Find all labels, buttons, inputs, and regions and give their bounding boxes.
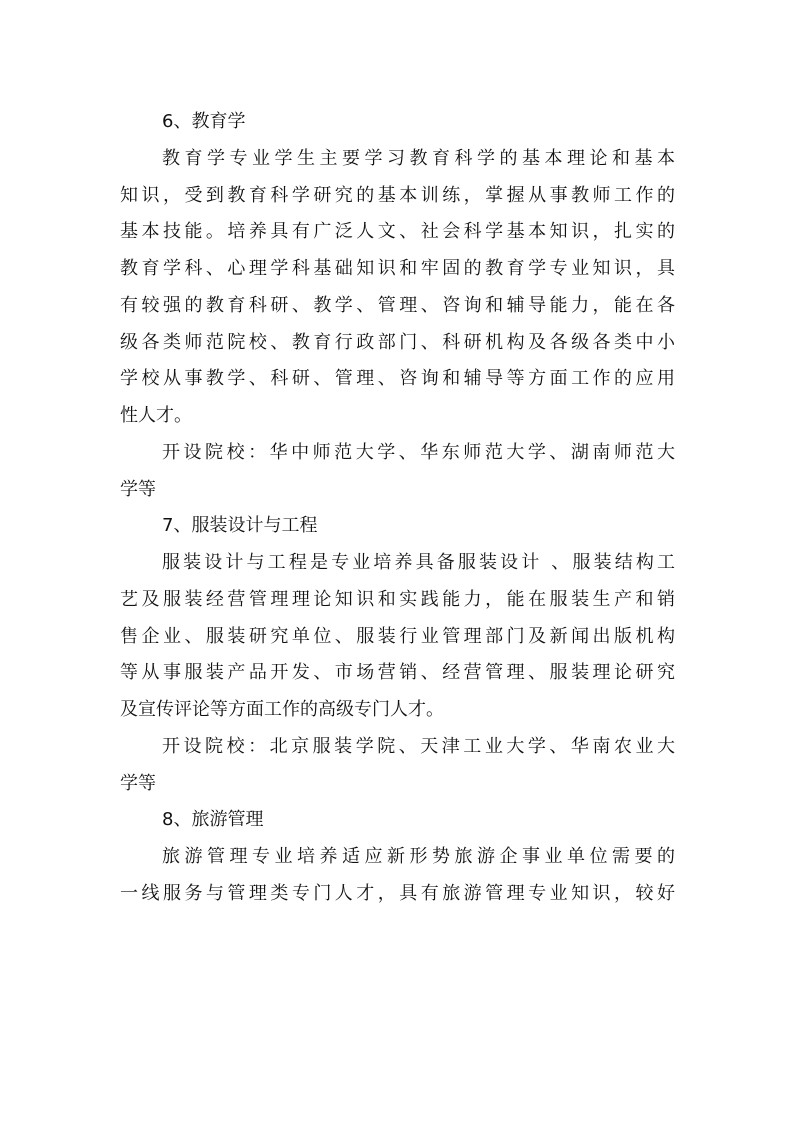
paragraph-line: 性人才。: [120, 405, 192, 426]
paragraph-line: 及宣传评论等方面工作的高级专门人才。: [120, 699, 444, 720]
schools-line: 开设院校：北京服装学院、天津工业大学、华南农业大: [162, 735, 675, 757]
section-fashion-design: [120, 508, 675, 802]
section-heading: 7、服装设计与工程: [162, 515, 318, 537]
section-education: [120, 104, 675, 508]
paragraph-line: 学校从事教学、科研、管理、咨询和辅导等方面工作的应用: [120, 368, 675, 390]
section-description: [120, 141, 675, 435]
section-heading: 8、旅游管理: [162, 809, 264, 831]
schools-line: 学等: [120, 772, 156, 794]
paragraph-line: 售企业、服装研究单位、服装行业管理部门及新闻出版机构: [120, 625, 675, 647]
paragraph-line: 艺及服装经营管理理论知识和实践能力，能在服装生产和销: [120, 588, 675, 610]
paragraph-line: 教育学科、心理学科基础知识和牢固的教育学专业知识，具: [120, 258, 675, 279]
section-description: [120, 839, 675, 913]
document-body: [120, 104, 675, 913]
paragraph-line: 级各类师范院校、教育行政部门、科研机构及各级各类中小: [120, 331, 675, 353]
paragraph-line: 等从事服装产品开发、市场营销、经营管理、服装理论研究: [120, 662, 675, 684]
paragraph-line: 一线服务与管理类专门人才，具有旅游管理专业知识，较好: [120, 882, 675, 904]
section-tourism-management: [120, 802, 675, 912]
schools-line: 学等: [120, 478, 156, 500]
section-description: [120, 545, 675, 729]
paragraph-line: 旅游管理专业培养适应新形势旅游企事业单位需要的: [162, 846, 675, 867]
section-schools: [120, 435, 675, 509]
paragraph-line: 有较强的教育科研、教学、管理、咨询和辅导能力，能在各: [120, 294, 675, 316]
schools-line: 开设院校：华中师范大学、华东师范大学、湖南师范大: [162, 441, 675, 463]
section-schools: [120, 729, 675, 803]
paragraph-line: 基本技能。培养具有广泛人文、社会科学基本知识，扎实的: [120, 221, 675, 243]
paragraph-line: 教育学专业学生主要学习教育科学的基本理论和基本: [162, 147, 675, 169]
section-heading: 6、教育学: [162, 111, 246, 132]
paragraph-line: 知识，受到教育科学研究的基本训练，掌握从事教师工作的: [120, 184, 675, 206]
paragraph-line: 服装设计与工程是专业培养具备服装设计 、服装结构工: [162, 552, 675, 573]
